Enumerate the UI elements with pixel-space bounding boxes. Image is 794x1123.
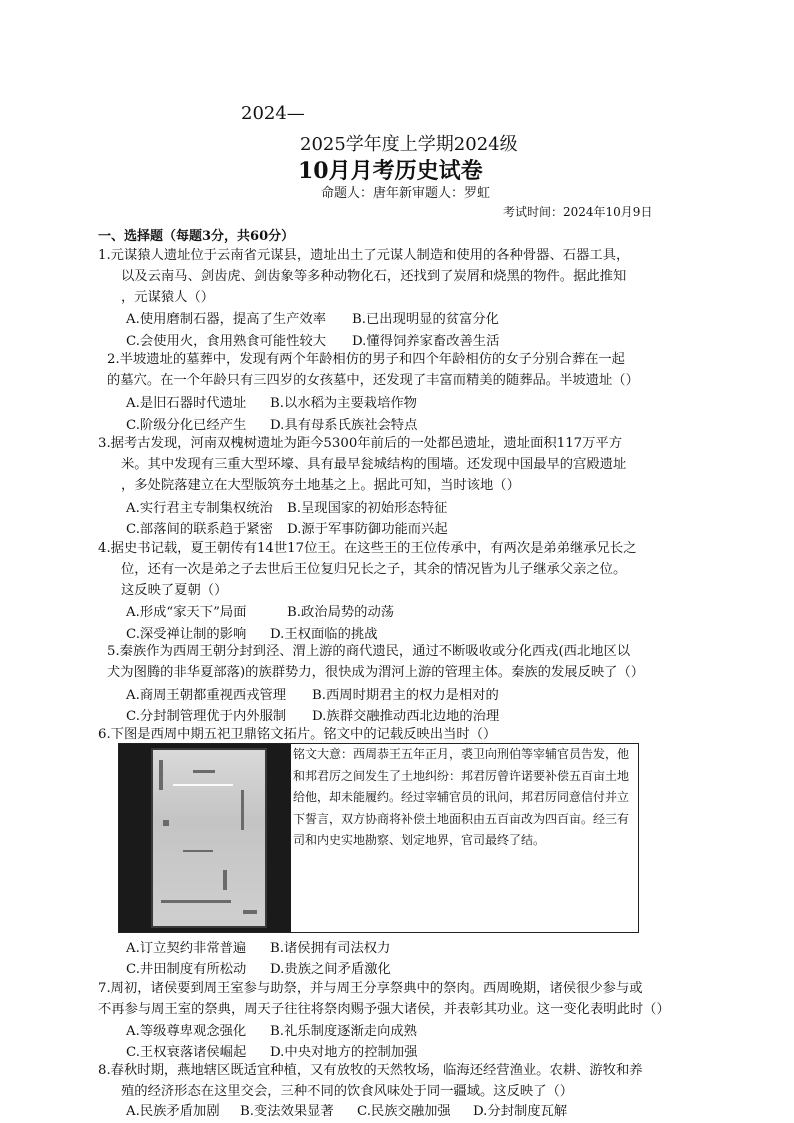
option-a: A.商周王朝都重视西戎管理 — [126, 688, 287, 703]
option-c: C.部落间的联系趋于紧密 — [126, 522, 273, 537]
option-c: C.会使用火，食用熟食可能性较大 — [126, 334, 327, 349]
option-a: A.订立契约非常普遍 — [126, 941, 247, 956]
option-d: D.中央对地方的控制加强 — [270, 1045, 418, 1060]
question-text: 不再参与周王室的祭典，周天子往往将祭肉赐予强大诸侯，并表彰其功业。这一变化表明此时（） — [98, 1002, 670, 1017]
option-b: B.西周时期君主的权力是相对的 — [312, 688, 499, 703]
option-a: A.使用磨制石器，提高了生产效率 — [126, 312, 326, 327]
header-line-2: 2025学年度上学期2024级 — [300, 134, 518, 155]
option-a: A.等级尊卑观念强化 — [126, 1024, 247, 1039]
option-d: D.具有母系氏族社会特点 — [270, 418, 418, 433]
option-c: C.井田制度有所松动 — [126, 962, 247, 977]
option-b: B.政治局势的动荡 — [287, 605, 395, 620]
section-title: 一、选择题（每题3分，共60分） — [98, 229, 295, 244]
header-line-1: 2024— — [241, 103, 305, 124]
question-text: 5.秦族作为西周王朝分封到泾、渭上游的商代遗民，通过不断吸收或分化西戎(西北地区以 — [107, 644, 631, 659]
option-a: A.形成“家天下”局面 — [126, 605, 247, 620]
option-d: D.王权面临的挑战 — [270, 627, 378, 642]
option-c: C.民族交融加强 — [357, 1104, 451, 1119]
option-d: D.懂得饲养家畜改善生活 — [352, 334, 500, 349]
option-c: C.阶级分化已经产生 — [126, 418, 247, 433]
page-title: 10月月考历史试卷 — [298, 158, 483, 184]
question-text: 米。其中发现有三重大型环壕、具有最早瓮城结构的围墙。还发现中国最早的宫殿遗址 — [121, 457, 627, 472]
option-b: B.已出现明显的贫富分化 — [352, 312, 499, 327]
option-d: D.族群交融推动西北边地的治理 — [312, 709, 500, 724]
question-text: 殖的经济形态在这里交会，三种不同的饮食风味处于同一疆域。这反映了（） — [121, 1084, 574, 1099]
option-b: B.以水稻为主要栽培作物 — [270, 396, 417, 411]
option-b: B.诸侯拥有司法权力 — [270, 941, 391, 956]
question-text: 犬为图腾的非华夏部落)的族群势力，很快成为渭河上游的管理主体。秦族的发展反映了（） — [107, 665, 645, 680]
question-text: 3.据考古发现，河南双槐树遗址为距今5300年前后的一处都邑遗址，遗址面积117万平方 — [98, 436, 622, 451]
question-text: 的墓穴。在一个年龄只有三四岁的女孩墓中，还发现了丰富而精美的随葬品。半坡遗址（） — [107, 373, 639, 388]
option-b: B.变法效果显著 — [240, 1104, 334, 1119]
option-d: D.分封制度瓦解 — [473, 1104, 568, 1119]
option-d: D.源于军事防御功能而兴起 — [287, 522, 448, 537]
option-c: C.分封制管理优于内外服制 — [126, 709, 287, 724]
question-text: 7.周初，诸侯要到周王室参与助祭，并与周王分享祭典中的祭肉。西周晚期，诸侯很少参与或 — [98, 981, 643, 996]
inscription-caption: 铭文大意：西周恭王五年正月，裘卫向刑伯等宰辅官员告发，他和邦君厉之间发生了土地纠纷：邦君厉曾许诺要补偿五百亩土地给他，却未能履约。经过宰辅官员的讯问，邦君厉同意信付并立下誓言，双方协商将补偿土地面积由五百亩改为四百亩。经三有司和内史实地勘察、划定地界，官司最终了结。 — [293, 747, 630, 847]
question-text: ，元谋猿人（） — [121, 290, 215, 305]
option-c: C.王权衰落诸侯崛起 — [126, 1045, 247, 1060]
inscription-rubbing-image — [119, 744, 291, 932]
question-text: 位，还有一次是弟之子去世后王位复归兄长之子，其余的情况皆为儿子继承父亲之位。 — [121, 562, 627, 577]
question-text: 这反映了夏朝（） — [121, 583, 228, 598]
option-a: A.是旧石器时代遗址 — [126, 396, 247, 411]
exam-time: 考试时间：2024年10月9日 — [503, 205, 653, 219]
option-a: A.民族矛盾加剧 — [126, 1104, 220, 1119]
option-d: D.贵族之间矛盾激化 — [270, 962, 391, 977]
question-text: 8.春秋时期，燕地辖区既适宜种植，又有放牧的天然牧场，临海还经营渔业。农耕、游牧和养 — [98, 1063, 643, 1078]
question-text: 6.下图是西周中期五祀卫鼎铭文拓片。铭文中的记载反映出当时（） — [98, 727, 497, 742]
inscription-figure — [118, 743, 639, 933]
option-a: A.实行君主专制集权统治 — [126, 501, 273, 516]
authors: 命题人：唐年新审题人：罗虹 — [321, 186, 491, 201]
option-b: B.礼乐制度逐渐走向成熟 — [270, 1024, 417, 1039]
option-c: C.深受禅让制的影响 — [126, 627, 247, 642]
question-text: 4.据史书记载，夏王朝传有14世17位王。在这些王的王位传承中，有两次是弟弟继承兄长之 — [98, 541, 637, 556]
question-text: 1.元谋猿人遗址位于云南省元谋县，遗址出土了元谋人制造和使用的各种骨器、石器工具， — [98, 248, 630, 263]
question-text: ，多处院落建立在大型版筑夯土地基之上。据此可知，当时该地（） — [121, 478, 520, 493]
question-text: 2.半坡遗址的墓葬中，发现有两个年龄相仿的男子和四个年龄相仿的女子分别合葬在一起 — [107, 352, 625, 367]
question-text: 以及云南马、剑齿虎、剑齿象等多种动物化石，还找到了炭屑和烧黑的物件。据此推知 — [121, 269, 627, 284]
option-b: B.呈现国家的初始形态特征 — [287, 501, 448, 516]
